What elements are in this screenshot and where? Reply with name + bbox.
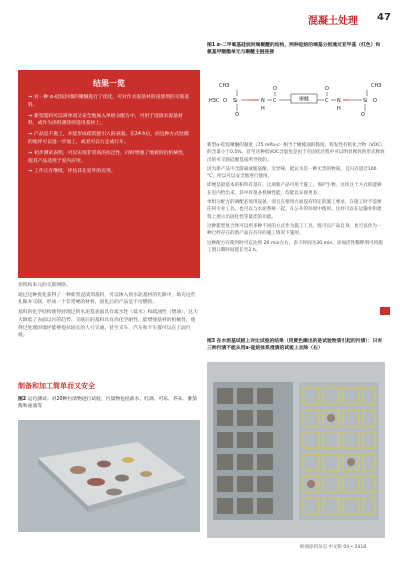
paragraph: 这种配方在使用时可以达到 20 min左右，表干时间为30 min。添加活性稀释剂可将施工窗口期时间延长至2 h。: [207, 240, 383, 253]
silane-polyether-structure: [207, 80, 385, 120]
sub-heading: 制备和加工简单而又安全: [18, 382, 95, 390]
atom-label: N: [261, 98, 265, 104]
figure1-caption-text: α-二甲氧基硅烷封端聚醚的结构，两种硅烷的端基分别通过亚甲基（红色）和氨基甲酸酯单元与聚醚主链连接: [207, 43, 381, 55]
figure1-caption: [207, 42, 385, 56]
stained-tile-image: [18, 420, 200, 532]
atom-label: O: [223, 98, 227, 104]
paragraph: 这种新型复合体可以用多种不同的方式作为施工工具，既可以产品自身，也可以作为一种已经存在的新产品在有序的施工情况下施用。: [207, 223, 382, 237]
paragraph: 状织构来元的交联网络。: [18, 283, 71, 288]
journal-name: 欧洲涂料杂志: [300, 545, 327, 550]
figure1-label: 图1: [207, 43, 216, 48]
arrow-right-icon: →: [28, 113, 33, 119]
left-body-text: [18, 282, 200, 342]
section-title: 混凝土处理: [308, 16, 358, 27]
figure3-photo: [207, 362, 385, 538]
right-body-text: [207, 142, 385, 256]
summary-box: [18, 70, 200, 278]
atom-label: O: [273, 86, 277, 92]
arrow-right-icon: →: [28, 169, 33, 175]
atom-label: H3C: [209, 98, 220, 104]
page-number: 47: [377, 12, 391, 23]
paragraph: 新型α-硅烷聚醚的黏度（75 mPa·s）相当于橄榄油的黏度。挥发性有机化合物（VOC）的含量小于0.5%。首至这种低VOC含量也是由于在固化过程中可以明显释放的形式释放出的可交联硅聚基质所导致的。: [207, 143, 385, 163]
paragraph-end-marker: [380, 307, 390, 315]
atom-label: O: [325, 86, 329, 92]
paragraph: 单组分配方的调配必须用设备，而且在使用方面没有特定的施工要求，在施工时不需要任何专业工具。也可以与水泥系统一起，在公开的环境中使用。这样可以在运输业和建筑上展示出固化性等最佳的功能。: [207, 200, 382, 220]
summary-list: [28, 94, 192, 179]
journal-lang: 中文版: [328, 545, 342, 550]
arrow-right-icon: →: [28, 150, 33, 156]
atom-label: Si: [363, 98, 368, 104]
page-header: [0, 0, 400, 28]
figure2-label: 图2: [18, 397, 27, 402]
paragraph: 通过这种优化获得了一种新型浸渍剂基料，可以掺入到水泥基材的孔隙中，填充这些孔隙并交联，形成一个非常硬的材料，固化后的产品是不可燃的。: [18, 292, 196, 306]
atom-label: H: [261, 106, 265, 112]
paragraph: 基料的化学结构使得处理过的水泥基表面具有疏水性（低水）和疏油性（憎油），这大大降低了表面以污的趋势。交联后的基料具有高化学耐性，能增强基材的机械性，使得过处理的地坪能够提抗较长的人行交通。甚至叉车、汽车和卡车都可以在上面行驶。: [18, 310, 198, 339]
atom-label: O: [235, 112, 239, 118]
page-footer: [300, 544, 400, 556]
atom-label: H: [337, 106, 341, 112]
summary-item: → 产品是不施工，并能形成疏低链引入的表面。在24 h后，而这种方式处理的地坪可以进一步加工，或者可以行走或行车。: [28, 132, 189, 145]
atom-label: N: [337, 98, 341, 104]
chemical-structure-diagram: [207, 80, 385, 120]
atom-label: O: [361, 112, 365, 118]
atom-label: C: [273, 98, 277, 104]
atom-label: CH3: [219, 83, 230, 89]
tile-comparison-image: [207, 362, 385, 538]
paragraph: 因为新产品不含游离或缩氢酚，无异味，能认为是一种无害的物质。且闪点超过100 °C，所以可以安全地进行使用。: [207, 166, 377, 180]
summary-item: → 对一种 α-硅烷封端的聚醚进行了优化，可对作水泥基材的浸渍剂的交联基料。: [28, 95, 190, 108]
atom-label: Si: [233, 98, 238, 104]
atom-label: CH3: [371, 83, 382, 89]
figure3-caption-text: 在水泥基试板上对比试验的结果（用黄色圈出的是试验物质引起的污渍）：只有三种污渍不能从用α-硅烷体系浸渍的试板上去除（右）: [207, 339, 383, 351]
atom-label: C: [325, 98, 329, 104]
journal-issue: 04 • 2018: [343, 545, 367, 550]
summary-item: → 工作正在继续，评估其在室外的应用。: [28, 169, 116, 175]
figure2-caption-text: 运污测试：对20种污渍物进行试验，污渍物包括盐水、红酒、可乐、芥末、番茄酱和座油等: [18, 397, 197, 410]
atom-label: O: [373, 98, 377, 104]
arrow-right-icon: →: [28, 132, 33, 138]
figure3-label: 图3: [207, 339, 216, 344]
arrow-right-icon: →: [28, 95, 33, 100]
figure2-photo: [18, 420, 200, 532]
summary-title: 结果一览: [93, 79, 125, 88]
summary-item: → 新型基料可以简单而又安全地加入单组分配方中，可用于浸渍水泥基材料，或作为涂料薄涂则适用基材上。: [28, 113, 183, 127]
paragraph: 即便是最基本的和所有基在，这项新产品可用于施工，保护生物。这样这个方式的能够在室内给出来，其中有很多机械性能，均能以实现更多。: [207, 183, 382, 196]
figure3-caption: [207, 338, 385, 352]
summary-item: → 初步测试表明，可以实现非常高的抗泛性，同时增强了地板的抗机械性，使其产品适用于室内应用。: [28, 150, 188, 164]
figure2-caption: [18, 396, 200, 410]
polyether-label: 聚醚: [298, 96, 310, 103]
